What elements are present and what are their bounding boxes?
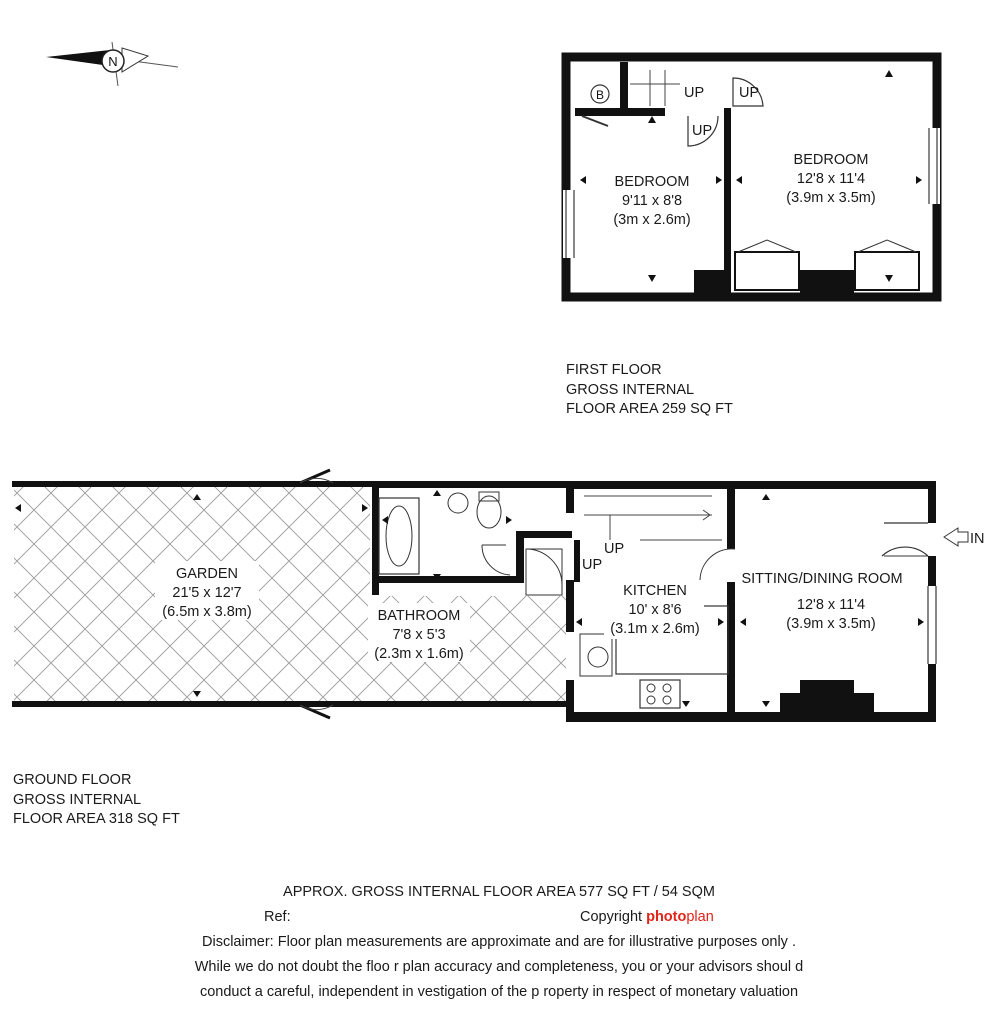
bedroom-2-name: BEDROOM [614,174,690,190]
first-floor-up-3: UP [692,123,713,139]
kitchen-name: KITCHEN [623,583,687,599]
boiler-mark: B [595,88,605,102]
ground-floor-caption-line: GROSS INTERNAL [13,791,142,808]
garden-name: GARDEN [175,566,239,582]
entrance-label: IN [970,531,985,547]
ref-row [0,905,998,930]
first-floor-caption-line: GROSS INTERNAL [566,381,695,398]
first-floor-up-2: UP [739,85,760,101]
copyright [580,905,714,930]
kitchen-size: 10' x 8'6 [628,602,682,618]
sitting-metric: (3.9m x 3.5m) [786,616,876,632]
ground-floor-caption-line: GROUND FLOOR [13,772,132,788]
brand-logo-plan: plan [686,909,714,925]
ground-floor-up-2: UP [582,557,603,573]
first-floor-caption [566,361,733,420]
first-floor-caption-line: FIRST FLOOR [566,362,662,378]
garden-size: 21'5 x 12'7 [172,585,242,601]
bathroom-metric: (2.3m x 1.6m) [374,646,464,662]
total-area: APPROX. GROSS INTERNAL FLOOR AREA 577 SQ FT / 54 SQM [283,884,715,900]
sitting-name: SITTING/DINING ROOM [741,571,903,587]
garden-metric: (6.5m x 3.8m) [162,604,252,620]
bedroom-1-size: 12'8 x 11'4 [796,171,866,187]
first-floor-caption-line: FLOOR AREA 259 SQ FT [566,401,733,417]
bedroom-2-size: 9'11 x 8'8 [621,193,683,209]
bathroom-name: BATHROOM [377,608,461,624]
footer [0,880,998,1005]
brand-logo [646,909,714,925]
ground-floor-up-1: UP [604,541,625,557]
disclaimer-line: conduct a careful, independent in vestigation of the p roperty in respect of monetary valuation [199,984,799,1000]
ground-floor-plan [12,470,985,722]
sitting-size: 12'8 x 11'4 [796,597,866,613]
disclaimer-line: Disclaimer: Floor plan measurements are approximate and are for illustrative purposes only . [202,934,796,950]
ground-floor-caption [13,771,180,830]
first-floor-plan [563,57,940,297]
compass-rose [46,42,178,86]
first-floor-up-1: UP [684,85,705,101]
kitchen-metric: (3.1m x 2.6m) [610,621,700,637]
bathroom-size: 7'8 x 5'3 [392,627,446,643]
bedroom-1-metric: (3.9m x 3.5m) [786,190,876,206]
ground-floor-caption-line: FLOOR AREA 318 SQ FT [13,811,180,827]
disclaimer-line: While we do not doubt the floo r plan accuracy and completeness, you or your advisors shoul d [194,959,804,975]
compass-letter: N [108,54,118,69]
bedroom-2-metric: (3m x 2.6m) [613,212,691,228]
brand-logo-photo: photo [646,909,687,925]
copyright-label: Copyright [580,909,643,925]
ref-label: Ref: [264,909,291,925]
bedroom-1-name: BEDROOM [793,152,869,168]
